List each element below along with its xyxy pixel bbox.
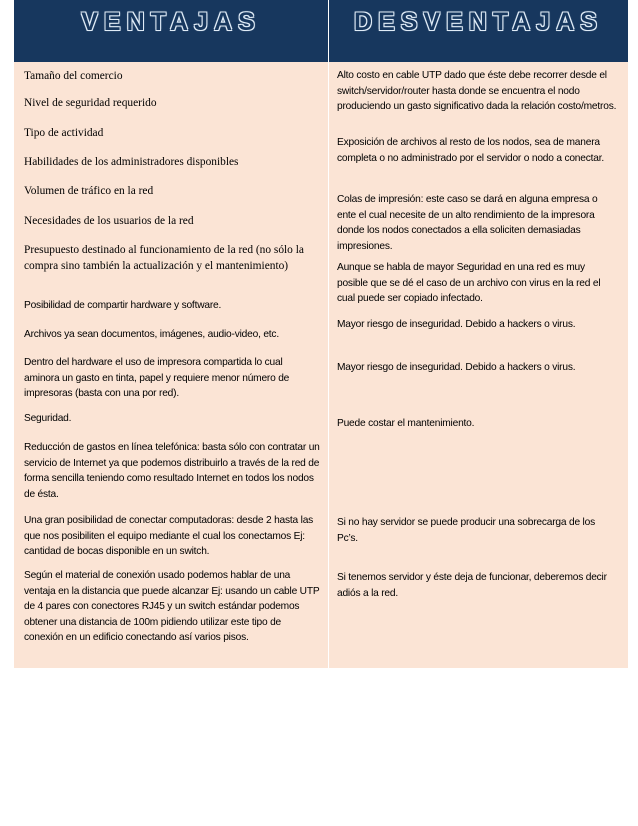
desventaja-item: Alto costo en cable UTP dado que éste debe recorrer desde el switch/servidor/router hasta donde se encuentra el nodo produciendo un gasto significativo dada la relación costo/metros. — [337, 70, 617, 112]
ventaja-item: Tipo de actividad — [24, 127, 104, 139]
desventajas-column — [329, 62, 628, 668]
header-desventajas-label: DESVENTAJAS — [354, 8, 603, 36]
ventaja-item: Necesidades de los usuarios de la red — [24, 215, 194, 227]
ventaja-item: Una gran posibilidad de conectar computadoras: desde 2 hasta las que nos posibiliten el equipo mediante el cual los conectamos Ej: cantidad de bocas disponible en un switch. — [24, 515, 314, 557]
header-ventajas — [14, 0, 328, 62]
ventaja-item: Posibilidad de compartir hardware y software. — [24, 300, 222, 311]
desventaja-item: Aunque se habla de mayor Seguridad en una red es muy posible que se dé el caso de un archivo con virus en la red el cual puede ser copiado infectado. — [337, 262, 601, 304]
desventaja-item: Mayor riesgo de inseguridad. Debido a hackers o virus. — [337, 362, 576, 373]
desventaja-item: Si tenemos servidor y éste deja de funcionar, deberemos decir adiós a la red. — [337, 572, 607, 599]
ventaja-item: Presupuesto destinado al funcionamiento de la red (no sólo la compra sino también la actualización y el mantenimiento) — [24, 244, 304, 272]
ventaja-item: Seguridad. — [24, 413, 72, 424]
ventaja-item: Según el material de conexión usado podemos hablar de una ventaja en la distancia que puede alcanzar Ej: usando un cable UTP de 4 pares con conectores RJ45 y un switch estándar podemos obtener una distancia de 100m pidiendo utilizar este tipo de conexión en un edificio conectando así varios pisos. — [24, 570, 320, 643]
desventaja-item: Puede costar el mantenimiento. — [337, 418, 475, 429]
comparison-table — [14, 0, 628, 668]
desventaja-item: Mayor riesgo de inseguridad. Debido a hackers o virus. — [337, 319, 576, 330]
ventaja-item: Dentro del hardware el uso de impresora compartida lo cual aminora un gasto en tinta, papel y requiere menor número de impresoras (basta con una por red). — [24, 357, 290, 399]
ventaja-item: Habilidades de los administradores disponibles — [24, 156, 239, 168]
header-desventajas — [329, 0, 628, 62]
ventajas-column — [14, 62, 328, 668]
ventaja-item: Nivel de seguridad requerido — [24, 97, 157, 109]
ventaja-item: Volumen de tráfico en la red — [24, 185, 154, 197]
ventaja-item: Reducción de gastos en línea telefónica: basta sólo con contratar un servicio de Internet ya que podemos distribuirlo a través de la red de forma sencilla teniendo como resultado Internet en todos los nodos de ésta. — [24, 442, 320, 500]
desventaja-item: Colas de impresión: este caso se dará en alguna empresa o ente el cual necesite de un alto rendimiento de la impresora donde los nodos conectados a ella soliciten demasiadas impresiones. — [337, 194, 598, 252]
header-ventajas-label: VENTAJAS — [81, 8, 261, 36]
desventaja-item: Exposición de archivos al resto de los nodos, sea de manera completa o no administrado por el servidor o nodo a conectar. — [337, 137, 604, 164]
ventaja-item: Archivos ya sean documentos, imágenes, audio-video, etc. — [24, 329, 279, 340]
ventaja-item: Tamaño del comercio — [24, 70, 123, 82]
desventaja-item: Si no hay servidor se puede producir una sobrecarga de los Pc’s. — [337, 517, 595, 544]
